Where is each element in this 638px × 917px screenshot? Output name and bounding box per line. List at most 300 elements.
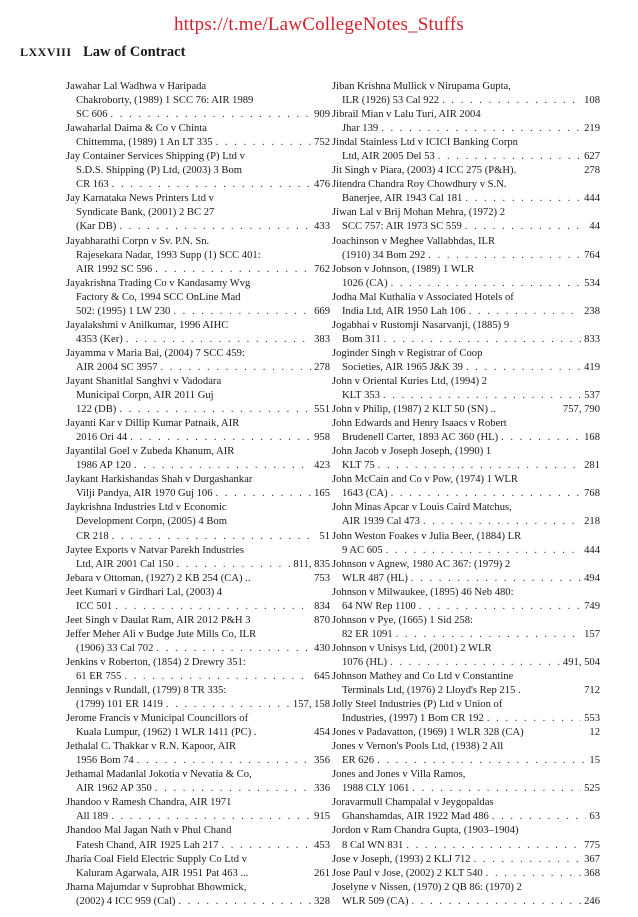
case-name: Jeffer Meher Ali v Budge Jute Mills Co, ILR: [66, 628, 257, 640]
case-name: Jawaharlal Daima & Co v Chinta: [66, 123, 207, 135]
case-citation: AIR 1962 AP 350: [76, 783, 152, 795]
page-reference: 752: [314, 137, 330, 149]
book-title: Law of Contract: [83, 44, 186, 60]
dot-leader: [119, 403, 311, 417]
case-entry: [332, 867, 600, 881]
case-name: Jiban Krishna Mullick v Nirupama Gupta,: [332, 81, 511, 92]
page-reference: 525: [584, 783, 600, 795]
case-citation: (1799) 101 ER 1419: [76, 699, 163, 711]
dot-leader: [111, 108, 312, 122]
case-entry: [332, 108, 600, 136]
page-reference: 553: [584, 713, 600, 725]
case-entry: [66, 319, 330, 347]
case-entry: [66, 572, 330, 586]
page-reference: 157, 158: [292, 699, 330, 711]
case-index-left-column: [66, 80, 330, 909]
case-name: John Minas Apcar v Louis Caird Matchus,: [332, 502, 512, 514]
dot-leader: [378, 459, 581, 473]
case-entry: [66, 853, 330, 881]
case-name: Jayalakshmi v Anilkumar, 1996 AIHC: [66, 319, 229, 331]
dot-leader: [216, 136, 312, 150]
dot-leader: [474, 853, 582, 867]
dot-leader: [412, 782, 581, 796]
case-citation: Kaluram Agarwala, AIR 1951 Pat 463 ...: [76, 867, 249, 879]
case-name: Jolly Steel Industries (P) Ltd v Union of: [332, 699, 503, 711]
case-citation: Jhar 139: [342, 123, 379, 135]
dot-leader: [216, 487, 312, 501]
case-entry: [332, 417, 600, 445]
case-name: Jayantilal Goel v Zubeda Khanum, AIR: [66, 446, 235, 458]
dot-leader: [492, 810, 587, 824]
dot-leader: [178, 895, 311, 909]
case-entry: [332, 586, 600, 614]
case-citation: Industries, (1997) 1 Bom CR 192: [342, 713, 484, 725]
dot-leader: [161, 361, 312, 375]
case-entry: [332, 853, 600, 867]
case-entry: [66, 614, 330, 628]
page-reference: 915: [314, 811, 330, 823]
page-reference: 491, 504: [562, 656, 600, 668]
case-citation: Municipal Corpn, AIR 2011 Guj: [76, 390, 214, 402]
case-citation: 1026 (CA): [342, 277, 388, 289]
case-name: Johnson Mathey and Co Ltd v Constantine: [332, 670, 514, 682]
dot-leader: [524, 726, 590, 740]
page-reference: 108: [584, 95, 600, 107]
dot-leader: [248, 867, 314, 881]
case-name: Jeet Singh v Daulat Ram, AIR 2012 P&H 3: [66, 614, 251, 626]
case-name: Jethalal C. Thakkar v R.N. Kapoor, AIR: [66, 741, 237, 753]
case-citation: 8 Cal WN 831: [342, 839, 404, 851]
case-citation: 2016 Ori 44: [76, 432, 128, 444]
case-citation: (Kar DB): [76, 221, 117, 233]
case-entry: [66, 796, 330, 824]
case-citation: WLR 487 (HL): [342, 572, 408, 584]
case-citation: Brudenell Carter, 1893 AC 360 (HL): [342, 432, 499, 444]
case-citation: AIR 1992 SC 596: [76, 263, 153, 275]
case-entry: [332, 347, 600, 375]
case-entry: [66, 347, 330, 375]
dot-leader: [111, 810, 311, 824]
case-entry: [332, 698, 600, 726]
dot-leader: [465, 192, 581, 206]
dot-leader: [155, 263, 311, 277]
case-entry: [332, 178, 600, 206]
page-reference: 764: [584, 249, 600, 261]
case-name: Joachinson v Meghee Vallabhdas, ILR: [332, 235, 496, 247]
case-entry: [332, 164, 600, 178]
dot-leader: [257, 726, 315, 740]
page-reference: 367: [584, 853, 600, 865]
case-citation: Bom 311: [342, 333, 381, 345]
case-citation: 61 ER 755: [76, 670, 122, 682]
case-entry: [332, 235, 600, 263]
case-entry: [332, 80, 600, 108]
case-name: Jharna Majumdar v Suprobhat Bhowmick,: [66, 881, 247, 893]
page-reference: 909: [314, 109, 330, 121]
case-citation: 1956 Bom 74: [76, 755, 134, 767]
dot-leader: [156, 642, 311, 656]
case-citation: Fatesh Chand, AIR 1925 Lah 217: [76, 839, 219, 851]
page-reference: 218: [584, 516, 600, 528]
case-name: Jayakrishna Trading Co v Kandasamy Wvg: [66, 277, 251, 289]
page-reference: 328: [314, 895, 330, 907]
dot-leader: [419, 600, 581, 614]
dot-leader: [412, 895, 582, 909]
page-reference: 444: [584, 193, 600, 205]
case-name: Jebara v Ottoman, (1927) 2 KB 254 (CA) ..: [66, 572, 251, 584]
case-citation: 122 (DB): [76, 404, 117, 416]
dot-leader: [124, 670, 311, 684]
case-citation: Rajesekara Nadar, 1993 Supp (1) SCC 401:: [76, 249, 261, 261]
case-citation: 4353 (Ker): [76, 333, 123, 345]
page-reference: 551: [314, 404, 330, 416]
case-name: Jones v Padavatton, (1969) 1 WLR 328 (CA): [332, 727, 524, 739]
dot-leader: [423, 515, 581, 529]
page-reference: 15: [589, 755, 600, 767]
case-citation: ER 626: [342, 755, 375, 767]
case-entry: [66, 192, 330, 234]
case-entry: [332, 445, 600, 473]
case-citation: CR 163: [76, 179, 109, 191]
case-name: Jay Container Services Shipping (P) Ltd v: [66, 151, 245, 163]
dot-leader: [391, 487, 582, 501]
case-name: Jay Karnataka News Printers Ltd v: [66, 193, 214, 205]
case-entry: [332, 670, 600, 698]
dot-leader: [469, 305, 582, 319]
dot-leader: [406, 839, 581, 853]
page-reference: 219: [584, 123, 600, 135]
case-citation: AIR 2004 SC 3957: [76, 361, 158, 373]
page-reference: 833: [584, 333, 600, 345]
case-name: Jordon v Ram Chandra Gupta, (1903–1904): [332, 825, 519, 837]
dot-leader: [155, 782, 311, 796]
case-name: Jaykrishna Industries Ltd v Economic: [66, 502, 227, 514]
page-reference: 278: [314, 361, 330, 373]
case-entry: [66, 712, 330, 740]
page-reference: 281: [584, 460, 600, 472]
telegram-banner[interactable]: https://t.me/LawCollegeNotes_Stuffs: [173, 14, 465, 35]
page-reference: 261: [314, 867, 330, 879]
case-name: Jharia Coal Field Electric Supply Co Ltd v: [66, 853, 247, 865]
case-name: Jodha Mal Kuthalia v Associated Hotels of: [332, 291, 514, 303]
case-entry: [332, 530, 600, 558]
page-reference: 453: [314, 839, 330, 851]
case-name: Jindal Stainless Ltd v ICICI Banking Corpn: [332, 137, 518, 149]
running-head: [20, 44, 185, 61]
dot-leader: [112, 178, 311, 192]
case-entry: [332, 291, 600, 319]
dot-leader: [166, 698, 290, 712]
case-citation: CR 218: [76, 530, 109, 542]
case-citation: KLT 353: [342, 390, 380, 402]
dot-leader: [137, 754, 311, 768]
case-citation: All 189: [76, 811, 109, 823]
case-name: Jaytee Exports v Natvar Parekh Industries: [66, 544, 244, 556]
page-reference: 870: [314, 614, 330, 626]
case-entry: [332, 136, 600, 164]
case-citation: 1076 (HL): [342, 656, 388, 668]
page-reference: 757, 790: [562, 404, 600, 416]
case-citation: SCC 757: AIR 1973 SC 559: [342, 221, 462, 233]
case-name: Jayamma v Maria Bai, (2004) 7 SCC 459:: [66, 347, 245, 359]
page-reference: 63: [589, 811, 600, 823]
dot-leader: [384, 333, 581, 347]
case-citation: 1643 (CA): [342, 488, 388, 500]
case-citation: Ltd, AIR 2005 Del 53: [342, 151, 435, 163]
case-entry: [66, 122, 330, 150]
dot-leader: [112, 530, 317, 544]
case-citation: 82 ER 1091: [342, 628, 393, 640]
dot-leader: [487, 712, 581, 726]
page-reference: 356: [314, 755, 330, 767]
dot-leader: [521, 684, 585, 698]
case-citation: ILR (1926) 53 Cal 922: [342, 95, 440, 107]
case-index-right-column: [332, 80, 600, 909]
case-name: Jit Singh v Piara, (2003) 4 ICC 275 (P&H).: [332, 165, 517, 177]
case-entry: [332, 375, 600, 403]
page-reference: 444: [584, 544, 600, 556]
case-citation: Kuala Lumpur, (1962) 1 WLR 1411 (PC) .: [76, 727, 257, 739]
case-entry: [332, 614, 600, 642]
case-name: Joravarmull Champalal v Jeygopaldas: [332, 797, 494, 809]
case-name: Jones v Vernon's Pools Ltd, (1938) 2 All: [332, 741, 504, 753]
case-entry: [332, 740, 600, 768]
case-entry: [66, 417, 330, 445]
case-entry: [66, 80, 330, 122]
case-entry: [332, 263, 600, 291]
page-reference: 238: [584, 305, 600, 317]
case-name: Jerome Francis v Municipal Councillors of: [66, 713, 249, 725]
case-citation: Syndicate Bank, (2001) 2 BC 27: [76, 207, 215, 219]
dot-leader: [130, 431, 311, 445]
case-entry: [66, 881, 330, 909]
case-citation: Factory & Co, 1994 SCC OnLine Mad: [76, 291, 241, 303]
case-entry: [66, 586, 330, 614]
case-citation: (1906) 33 Cal 702: [76, 642, 154, 654]
page-reference: 753: [314, 572, 330, 584]
dot-leader: [501, 431, 581, 445]
case-name: Jeet Kumari v Girdhari Lal, (2003) 4: [66, 586, 223, 598]
case-name: Jawahar Lal Wadhwa v Haripada: [66, 81, 207, 92]
case-name: Jaykant Harkishandas Shah v Durgashankar: [66, 474, 253, 486]
case-citation: S.D.S. Shipping (P) Ltd, (2003) 3 Bom: [76, 165, 242, 177]
case-citation: ICC 501: [76, 600, 113, 612]
case-citation: 64 NW Rep 1100: [342, 600, 416, 612]
case-citation: Societies, AIR 1965 J&K 39: [342, 361, 463, 373]
case-entry: [332, 726, 600, 740]
case-entry: [332, 881, 600, 909]
dot-leader: [428, 249, 581, 263]
case-citation: WLR 509 (CA): [342, 895, 409, 907]
page-reference: 430: [314, 642, 330, 654]
case-entry: [66, 150, 330, 192]
dot-leader: [250, 572, 314, 586]
case-entry: [332, 768, 600, 796]
case-citation: India Ltd, AIR 1950 Lah 106: [342, 305, 466, 317]
page-reference: 645: [314, 670, 330, 682]
case-entry: [332, 403, 600, 417]
dot-leader: [115, 600, 311, 614]
case-name: Jenkins v Roberton, (1854) 2 Drewry 351:: [66, 656, 246, 668]
page-reference: 749: [584, 600, 600, 612]
dot-leader: [496, 403, 563, 417]
case-citation: Vilji Pandya, AIR 1970 Guj 106: [76, 488, 213, 500]
page-reference: 433: [314, 221, 330, 233]
dot-leader: [251, 614, 315, 628]
case-entry: [66, 768, 330, 796]
case-citation: (1910) 34 Bom 292: [342, 249, 426, 261]
page-reference: 165: [314, 488, 330, 500]
case-name: Joselyne v Nissen, (1970) 2 QB 86: (1970) 2: [332, 881, 522, 893]
dot-leader: [386, 544, 581, 558]
case-name: John v Philip, (1987) 2 KLT 50 (SN) ..: [332, 404, 496, 416]
page-reference: 383: [314, 333, 330, 345]
page-reference: 768: [584, 488, 600, 500]
case-entry: [66, 824, 330, 852]
dot-leader: [391, 277, 582, 291]
page-reference: 712: [584, 685, 600, 697]
case-entry: [66, 473, 330, 501]
page-reference: 368: [584, 867, 600, 879]
case-name: Jayanti Kar v Dillip Kumar Patnaik, AIR: [66, 418, 240, 430]
page-reference: 44: [589, 221, 600, 233]
case-entry: [332, 319, 600, 347]
case-name: Jayabharathi Corpn v Sv. P.N. Sn.: [66, 235, 210, 247]
case-name: Jitendra Chandra Roy Chowdhury v S.N.: [332, 179, 507, 191]
page-reference: 423: [314, 460, 330, 472]
dot-leader: [173, 305, 311, 319]
case-entry: [66, 277, 330, 319]
dot-leader: [442, 94, 581, 108]
dot-leader: [438, 150, 581, 164]
case-citation: Development Corpn, (2005) 4 Bom: [76, 516, 227, 528]
page-number: LXXVIII: [20, 45, 72, 59]
case-citation: 1988 CLY 1061: [342, 783, 410, 795]
case-citation: Chittemma, (1989) 1 An LT 335: [76, 137, 213, 149]
case-entry: [66, 684, 330, 712]
case-citation: Banerjee, AIR 1943 Cal 181: [342, 193, 463, 205]
case-name: Jose Paul v Jose, (2002) 2 KLT 540: [332, 867, 483, 879]
page-reference: 669: [314, 305, 330, 317]
case-entry: [332, 824, 600, 852]
case-citation: Ltd, AIR 2001 Cal 150: [76, 558, 174, 570]
page-reference: 811, 835: [293, 558, 330, 570]
case-citation: KLT 75: [342, 460, 375, 472]
case-entry: [332, 796, 600, 824]
case-entry: [332, 473, 600, 501]
case-name: Johnson v Agnew, 1980 AC 367: (1979) 2: [332, 558, 511, 570]
dot-leader: [486, 867, 581, 881]
case-entry: [66, 656, 330, 684]
case-name: Jhandoo Mal Jagan Nath v Phul Chand: [66, 825, 232, 837]
case-name: Jethamal Madanlal Jokotia v Nevatia & Co,: [66, 769, 252, 781]
case-name: Jennings v Rundall, (1799) 8 TR 335:: [66, 685, 227, 697]
case-entry: [66, 628, 330, 656]
dot-leader: [516, 164, 584, 178]
case-name: John Jacob v Joseph Joseph, (1990) 1: [332, 446, 492, 458]
page-reference: 476: [314, 179, 330, 191]
page-reference: 762: [314, 263, 330, 275]
case-name: Jibrail Mian v Lalu Turi, AIR 2004: [332, 109, 481, 121]
case-entry: [332, 558, 600, 586]
page-reference: 775: [584, 839, 600, 851]
dot-leader: [126, 333, 311, 347]
dot-leader: [377, 754, 586, 768]
dot-leader: [381, 122, 581, 136]
page-reference: 494: [584, 572, 600, 584]
case-name: John v Oriental Kuries Ltd, (1994) 2: [332, 375, 488, 387]
case-citation: Ghanshamdas, AIR 1922 Mad 486: [342, 811, 489, 823]
page-reference: 336: [314, 783, 330, 795]
dot-leader: [390, 656, 560, 670]
page-reference: 834: [314, 600, 330, 612]
case-entry: [66, 445, 330, 473]
dot-leader: [466, 361, 581, 375]
page-reference: 157: [584, 628, 600, 640]
page-reference: 51: [319, 530, 330, 542]
case-entry: [332, 501, 600, 529]
dot-leader: [396, 628, 581, 642]
case-entry: [66, 375, 330, 417]
case-name: Jose v Joseph, (1993) 2 KLJ 712: [332, 853, 471, 865]
case-name: Jones and Jones v Villa Ramos,: [332, 769, 466, 781]
case-citation: Terminals Ltd, (1976) 2 Lloyd's Rep 215 .: [342, 685, 521, 697]
case-citation: (2002) 4 ICC 959 (Cal): [76, 895, 176, 907]
case-citation: 1986 AP 120: [76, 460, 131, 472]
dot-leader: [119, 220, 311, 234]
case-name: Johnson v Milwaukee, (1895) 46 Neb 480:: [332, 586, 514, 598]
page-reference: 246: [584, 895, 600, 907]
page-reference: 534: [584, 277, 600, 289]
page-reference: 12: [589, 727, 600, 739]
case-citation: SC 606: [76, 109, 108, 121]
case-citation: Chakroborty, (1989) 1 SCC 76: AIR 1989: [76, 95, 254, 107]
case-name: Jobson v Johnson, (1989) 1 WLR: [332, 263, 475, 275]
dot-leader: [176, 558, 290, 572]
dot-leader: [221, 839, 311, 853]
page-reference: 454: [314, 727, 330, 739]
case-name: Johnson v Unisys Ltd, (2001) 2 WLR: [332, 642, 492, 654]
case-name: Johnson v Pye, (1665) 1 Sid 258:: [332, 614, 473, 626]
case-name: Jogabhai v Rustomji Nasarvanji, (1885) 9: [332, 319, 510, 331]
case-entry: [66, 501, 330, 543]
case-name: Jhandoo v Ramesh Chandra, AIR 1971: [66, 797, 232, 809]
page-reference: 168: [584, 432, 600, 444]
case-name: John Edwards and Henry Isaacs v Robert: [332, 418, 507, 430]
dot-leader: [411, 572, 581, 586]
case-entry: [66, 235, 330, 277]
dot-leader: [134, 459, 311, 473]
case-name: Joginder Singh v Registrar of Coop: [332, 347, 483, 359]
dot-leader: [383, 389, 581, 403]
case-name: John Weston Foakes v Julia Beer, (1884) LR: [332, 530, 522, 542]
case-entry: [66, 544, 330, 572]
dot-leader: [465, 220, 587, 234]
case-citation: 9 AC 605: [342, 544, 383, 556]
case-name: Jiwan Lal v Brij Mohan Mehra, (1972) 2: [332, 207, 505, 219]
case-name: John McCain and Co v Pow, (1974) 1 WLR: [332, 474, 518, 486]
case-entry: [332, 642, 600, 670]
page-reference: 419: [584, 361, 600, 373]
page-reference: 278: [584, 165, 600, 177]
page-reference: 537: [584, 390, 600, 402]
case-entry: [66, 740, 330, 768]
case-name: Jayant Shanitlal Sanghvi v Vadodara: [66, 375, 222, 387]
case-citation: 502: (1995) 1 LW 230: [76, 305, 171, 317]
case-entry: [332, 206, 600, 234]
case-citation: AIR 1939 Cal 473: [342, 516, 420, 528]
page-reference: 627: [584, 151, 600, 163]
